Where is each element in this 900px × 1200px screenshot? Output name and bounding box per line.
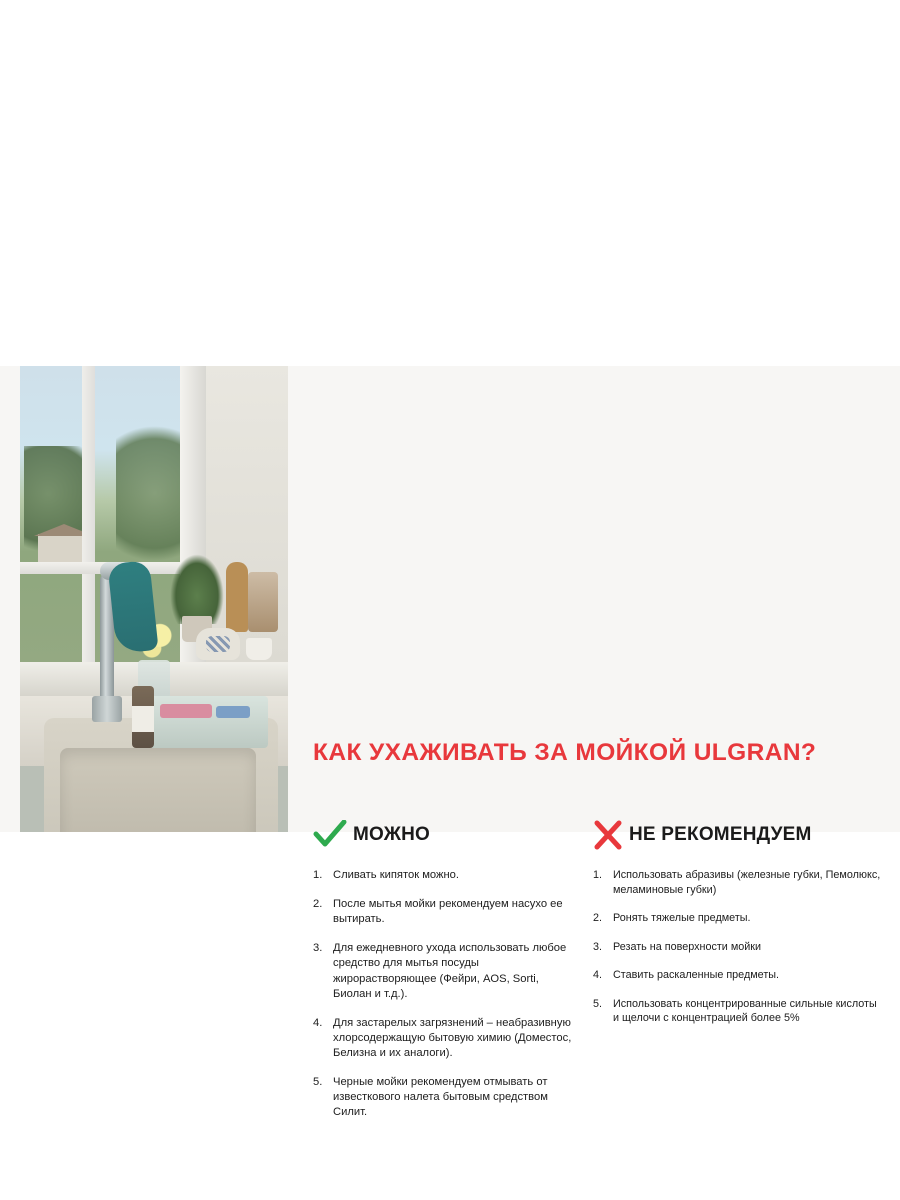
column-allowed (313, 818, 578, 1134)
list-item-number: 5. (593, 997, 603, 1010)
list-item-text: После мытья мойки рекомендуем насухо ее вытирать. (333, 898, 563, 926)
list-item-text: Сливать кипяток можно. (333, 869, 459, 881)
dish-sponge-pink (160, 704, 212, 718)
list-item-number: 1. (313, 869, 323, 881)
list-item-number: 3. (593, 940, 603, 953)
list-item-number: 4. (313, 1016, 323, 1029)
soap-bottle-label (132, 706, 154, 732)
sink-photo (20, 366, 288, 832)
list-item (313, 868, 578, 883)
teapot-pattern (206, 636, 230, 652)
list-item-text: Для ежедневного ухода использовать любое средство для мытья посуды жирорастворяющее (Фейри, AOS, Sorti, Биолан и т.д.). (333, 942, 567, 1000)
not-recommended-list (593, 868, 883, 1026)
plant-leaves (170, 554, 224, 624)
list-item-text: Использовать абразивы (железные губки, Пемолюкс, меламиновые губки) (613, 869, 881, 896)
list-item-number: 1. (593, 869, 603, 881)
list-item (593, 940, 883, 955)
column-allowed-title: МОЖНО (353, 824, 431, 845)
list-item (313, 897, 578, 927)
cutting-board (226, 562, 248, 632)
green-check-icon (313, 820, 347, 850)
list-item (593, 911, 883, 926)
list-item-text: Ставить раскаленные предметы. (613, 969, 780, 982)
bottles (248, 572, 278, 632)
list-item-number: 5. (313, 1076, 323, 1089)
column-not-recommended-header (593, 818, 883, 852)
list-item (313, 941, 578, 1001)
list-item-text: Черные мойки рекомендуем отмывать от известкового налета бытовым средством Силит. (333, 1076, 548, 1119)
list-item-text: Для застарелых загрязнений – неабразивную хлорсодержащую бытовую химию (Доместос, Белизна и их аналоги). (333, 1016, 572, 1059)
list-item (593, 997, 883, 1026)
dish-sponge-blue (216, 706, 250, 718)
faucet-base (92, 696, 122, 722)
sink-basin-inner (60, 748, 256, 832)
list-item-number: 4. (593, 969, 603, 982)
list-item (313, 1075, 578, 1120)
cup (246, 638, 272, 660)
list-item (593, 968, 883, 983)
list-item-text: Резать на поверхности мойки (613, 940, 762, 953)
window-mullion-vertical (82, 366, 95, 666)
page-title: КАК УХАЖИВАТЬ ЗА МОЙКОЙ ULGRAN? (313, 739, 817, 766)
list-item (593, 868, 883, 897)
column-allowed-header (313, 818, 578, 852)
column-not-recommended-title: НЕ РЕКОМЕНДУЕМ (629, 824, 812, 845)
list-item-text: Ронять тяжелые предметы. (613, 912, 751, 925)
column-not-recommended (593, 818, 883, 1040)
list-item-number: 2. (313, 898, 323, 911)
care-instructions-card (0, 366, 900, 1119)
list-item-text: Использовать концентрированные сильные кислоты и щелочи с концентрацией более 5% (613, 997, 877, 1025)
list-item-number: 3. (313, 942, 323, 955)
list-item (313, 1016, 578, 1061)
allowed-list (313, 868, 578, 1120)
list-item-number: 2. (593, 912, 603, 925)
red-cross-icon (593, 820, 623, 850)
